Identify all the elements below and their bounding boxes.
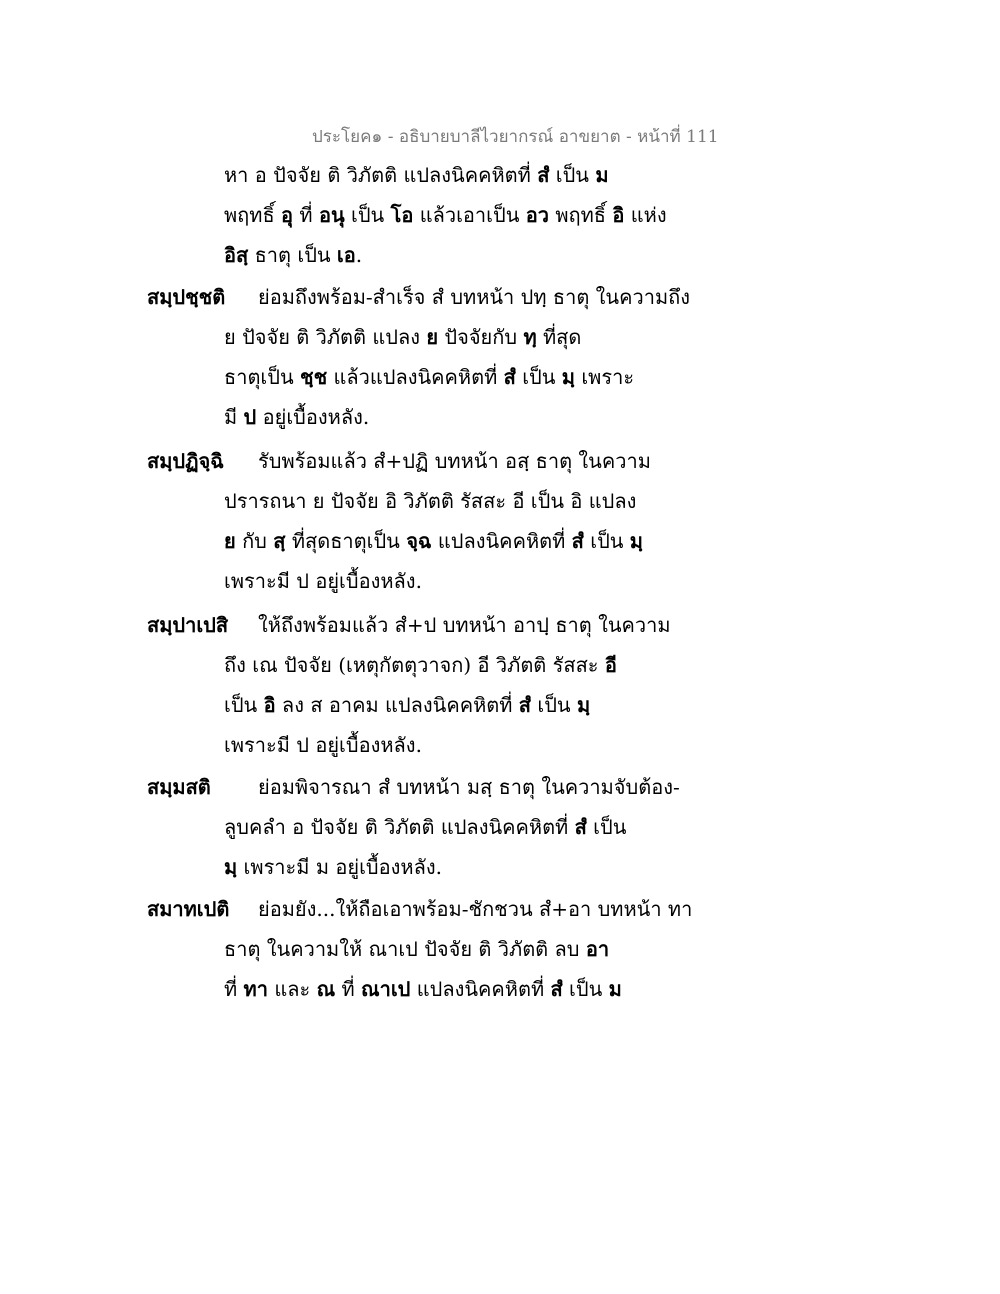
entry-definition-line <box>224 650 617 680</box>
entry-definition-line: ให้ถึงพร้อมแล้ว สํ+ป บทหน้า อาปฺ ธาตุ ในความ <box>258 613 671 637</box>
text-run: ที่ <box>293 203 319 227</box>
bold-run: ย <box>426 325 439 349</box>
bold-run: ชฺช <box>300 365 328 389</box>
bold-run: เอ <box>336 243 356 267</box>
bold-run: ทา <box>243 977 268 1001</box>
text-run: เพราะ <box>574 365 635 389</box>
bold-run: ม <box>608 977 622 1001</box>
text-run: เป็น <box>549 163 596 187</box>
text-run: แห่ง <box>624 203 667 227</box>
entry-term: สมฺปชฺชติ <box>147 285 226 309</box>
entry-definition-line <box>224 362 634 392</box>
text-run: มี <box>224 405 244 429</box>
bold-run: อนุ <box>318 203 345 227</box>
text-run: ที่ <box>335 977 362 1001</box>
bold-run: มฺ <box>576 693 591 717</box>
bold-run: มฺ <box>561 365 575 389</box>
text-run: แปลงนิคคหิตที่ <box>410 977 551 1001</box>
bold-run: อุ <box>281 203 294 227</box>
bold-run: สํ <box>550 977 563 1001</box>
bold-run: อิสฺ <box>224 243 249 267</box>
bold-run: สํ <box>574 815 587 839</box>
entry-definition-line <box>224 322 581 352</box>
bold-run: มฺ <box>224 855 238 879</box>
text-run: ธาตุ เป็น <box>248 243 337 267</box>
text-run: พฤทธิ์ <box>224 203 282 227</box>
bold-run: สฺ <box>273 529 286 553</box>
entry-definition-line <box>224 526 643 556</box>
text-run: ลูบคลำ อ ปัจจัย ติ วิภัตติ แปลงนิคคหิตที่ <box>224 815 575 839</box>
entry-term: สมฺปาเปสิ <box>147 613 229 637</box>
bold-run: อา <box>585 937 610 961</box>
entry-definition-line: เพราะมี ป อยู่เบื้องหลัง. <box>224 569 422 593</box>
bold-run: อิ <box>612 203 625 227</box>
entry-definition-line: ย่อมยัง...ให้ถือเอาพร้อม-ชักชวน สํ+อา บทหน้า ทา <box>258 897 693 921</box>
text-run: กับ <box>235 529 274 553</box>
text-run: เป็น <box>583 529 630 553</box>
intro-line-3 <box>224 240 362 270</box>
entry-definition-line: ย่อมพิจารณา สํ บทหน้า มสฺ ธาตุ ในความจับต้อง- <box>258 775 680 799</box>
bold-run: มฺ <box>629 529 643 553</box>
text-run: เป็น <box>224 693 264 717</box>
text-run: ธาตุ ในความให้ ณาเป ปัจจัย ติ วิภัตติ ลบ <box>224 937 586 961</box>
text-run: พฤทธิ์ <box>548 203 613 227</box>
text-run: ปัจจัยกับ <box>438 325 524 349</box>
entry-definition-line <box>224 852 442 882</box>
bold-run: ณ <box>316 977 336 1001</box>
bold-run: อี <box>604 653 617 677</box>
entry-definition-line: รับพร้อมแล้ว สํ+ปฏิ บทหน้า อสฺ ธาตุ ในความ <box>258 449 651 473</box>
text-run: และ <box>267 977 317 1001</box>
entry-definition-line: ย่อมถึงพร้อม-สำเร็จ สํ บทหน้า ปทฺ ธาตุ ในความถึง <box>258 285 691 309</box>
text-run: ลง ส อาคม แปลงนิคคหิตที่ <box>275 693 519 717</box>
entry-definition-line <box>224 934 609 964</box>
entry-definition-line <box>224 974 622 1004</box>
text-run: ที่สุด <box>536 325 582 349</box>
entry-definition-line <box>224 690 590 720</box>
text-run: ที่สุดธาตุเป็น <box>285 529 407 553</box>
bold-run: ทฺ <box>523 325 537 349</box>
text-run: เป็น <box>531 693 577 717</box>
entry-definition-line <box>224 812 626 842</box>
text-run: เป็น <box>344 203 391 227</box>
text-run: ธาตุเป็น <box>224 365 300 389</box>
text-run: แล้วเอาเป็น <box>413 203 526 227</box>
text-run: หา อ ปัจจัย ติ วิภัตติ แปลงนิคคหิตที่ <box>224 163 538 187</box>
bold-run: ม <box>595 163 609 187</box>
intro-line-1 <box>224 160 609 190</box>
intro-line-2 <box>224 200 667 230</box>
bold-run: สํ <box>503 365 516 389</box>
text-run: เป็น <box>562 977 609 1001</box>
text-run: . <box>355 243 363 267</box>
entry-definition-line: ปรารถนา ย ปัจจัย อิ วิภัตติ รัสสะ อี เป็น อิ แปลง <box>224 489 637 513</box>
bold-run: โอ <box>390 203 414 227</box>
text-run: เป็น <box>586 815 627 839</box>
text-run: แล้วแปลงนิคคหิตที่ <box>327 365 504 389</box>
bold-run: อว <box>525 203 549 227</box>
text-run: แปลงนิคคหิตที่ <box>431 529 572 553</box>
entry-definition-line: เพราะมี ป อยู่เบื้องหลัง. <box>224 733 422 757</box>
entry-term: สมฺปฏิจฺฉิ <box>147 449 224 473</box>
entry-term: สมฺมสติ <box>147 775 211 799</box>
bold-run: สํ <box>518 693 532 717</box>
entry-definition-line <box>224 402 369 432</box>
text-run: เพราะมี ม อยู่เบื้องหลัง. <box>237 855 442 879</box>
text-run: ย ปัจจัย ติ วิภัตติ แปลง <box>224 325 427 349</box>
bold-run: ย <box>224 529 236 553</box>
bold-run: ป <box>243 405 257 429</box>
bold-run: จฺฉ <box>406 529 432 553</box>
text-run: ถึง เณ ปัจจัย (เหตุกัตตุวาจก) อี วิภัตติ รัสสะ <box>224 653 605 677</box>
bold-run: สํ <box>537 163 550 187</box>
text-run: ที่ <box>224 977 244 1001</box>
entry-term: สมาทเปติ <box>147 897 230 921</box>
text-run: อยู่เบื้องหลัง. <box>256 405 370 429</box>
bold-run: อิ <box>263 693 276 717</box>
bold-run: ณาเป <box>361 977 411 1001</box>
bold-run: สํ <box>571 529 584 553</box>
page-header: ประโยค๑ - อธิบายบาลีไวยากรณ์ อาขยาต - หน้าที่ 111 <box>312 127 719 147</box>
text-run: เป็น <box>515 365 562 389</box>
